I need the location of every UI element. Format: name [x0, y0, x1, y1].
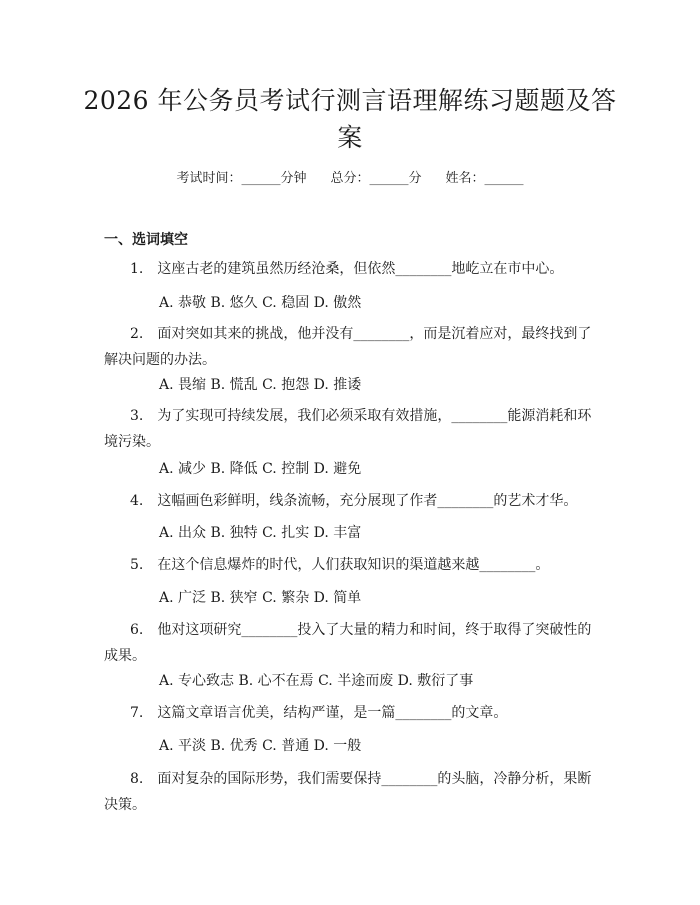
- question-text: 他对这项研究________投入了大量的精力和时间，终于取得了突破性的成果。: [104, 622, 592, 664]
- exam-time-unit: 分钟: [280, 171, 307, 186]
- exam-time-blank: ______: [241, 171, 281, 186]
- name-label: 姓名：: [445, 171, 485, 186]
- question-number: 8.: [130, 771, 144, 787]
- question-4: [104, 488, 598, 514]
- question-5: [104, 552, 598, 578]
- question-text: 面对复杂的国际形势，我们需要保持________的头脑，冷静分析，果断决策。: [104, 771, 592, 813]
- question-6: [104, 617, 598, 669]
- question-number: 3.: [130, 408, 144, 424]
- question-text: 面对突如其来的挑战，他并没有________，而是沉着应对，最终找到了解决问题的办法。: [104, 326, 592, 368]
- question-3-options: A. 减少 B. 降低 C. 控制 D. 避免: [159, 461, 362, 477]
- question-5-options: A. 广泛 B. 狭窄 C. 繁杂 D. 简单: [159, 590, 362, 606]
- question-8: [104, 766, 598, 818]
- question-1-options: A. 恭敬 B. 悠久 C. 稳固 D. 傲然: [159, 295, 362, 311]
- question-text: 这篇文章语言优美，结构严谨，是一篇________的文章。: [157, 705, 508, 721]
- question-7: [104, 700, 598, 726]
- question-3: [104, 403, 598, 455]
- question-text: 在这个信息爆炸的时代，人们获取知识的渠道越来越________。: [157, 557, 550, 573]
- question-number: 2.: [130, 326, 144, 342]
- section-heading: 一、选词填空: [104, 232, 188, 248]
- question-number: 5.: [130, 557, 144, 573]
- question-2-options: A. 畏缩 B. 慌乱 C. 抱怨 D. 推诿: [159, 377, 362, 393]
- question-text: 这座古老的建筑虽然历经沧桑，但依然________地屹立在市中心。: [157, 261, 564, 277]
- total-score-label: 总分：: [330, 171, 370, 186]
- exam-time-label: 考试时间：: [176, 171, 242, 186]
- exam-info: [0, 170, 700, 188]
- name-blank: ______: [484, 171, 524, 186]
- document-title: 2026 年公务员考试行测言语理解练习题题及答案: [83, 86, 617, 152]
- question-1: [104, 256, 598, 282]
- question-number: 6.: [130, 622, 144, 638]
- total-score-unit: 分: [408, 171, 422, 186]
- total-score-blank: ______: [369, 171, 409, 186]
- question-number: 4.: [130, 493, 144, 509]
- question-6-options: A. 专心致志 B. 心不在焉 C. 半途而废 D. 敷衍了事: [159, 673, 474, 689]
- question-7-options: A. 平淡 B. 优秀 C. 普通 D. 一般: [159, 738, 362, 754]
- question-number: 1.: [130, 261, 144, 277]
- question-text: 为了实现可持续发展，我们必须采取有效措施，________能源消耗和环境污染。: [104, 408, 592, 450]
- question-text: 这幅画色彩鲜明，线条流畅，充分展现了作者________的艺术才华。: [157, 493, 578, 509]
- question-4-options: A. 出众 B. 独特 C. 扎实 D. 丰富: [159, 525, 362, 541]
- question-2: [104, 321, 598, 373]
- question-number: 7.: [130, 705, 144, 721]
